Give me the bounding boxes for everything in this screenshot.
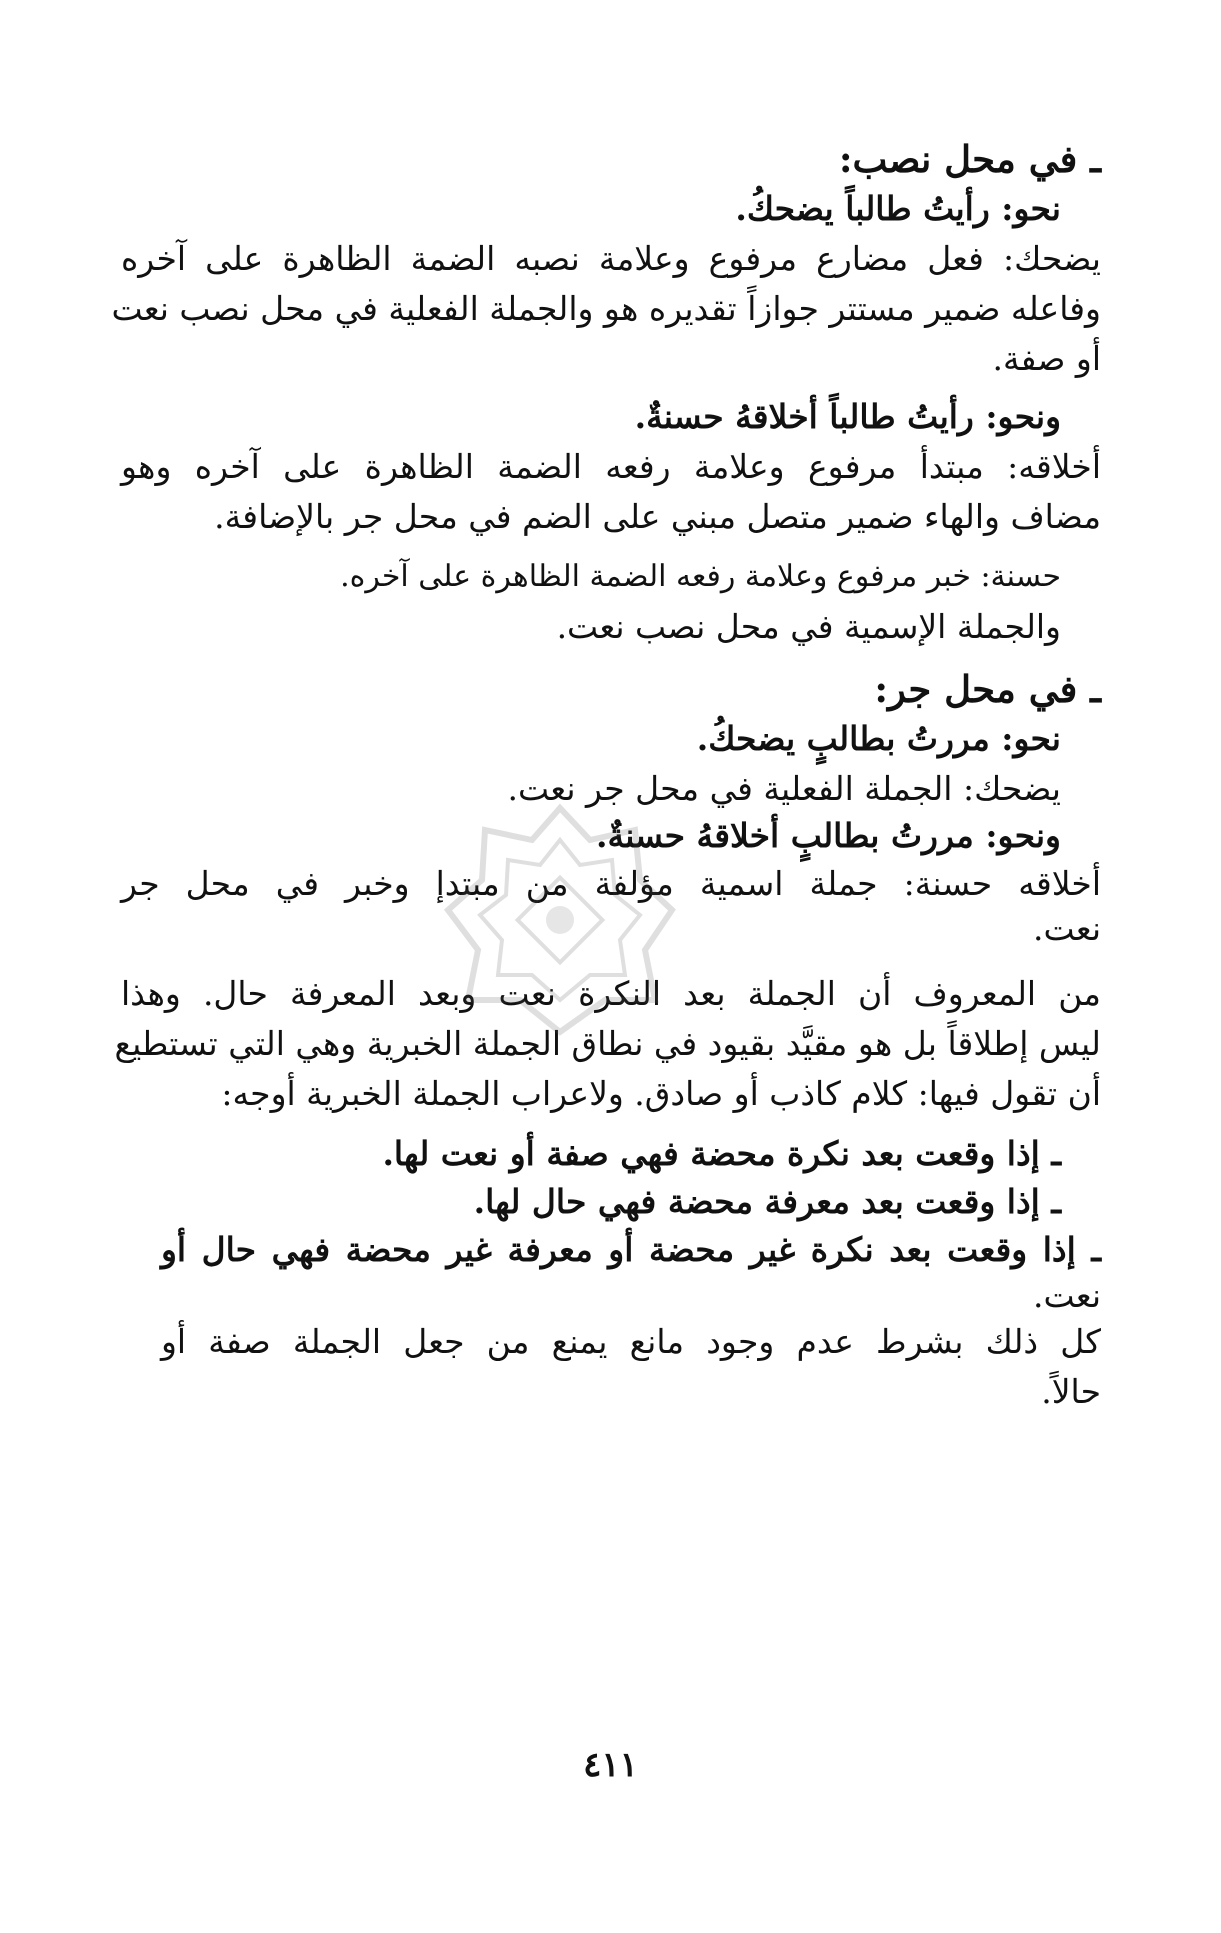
text-line: يضحك: الجملة الفعلية في محل جر نعت. bbox=[507, 769, 1061, 808]
text-line: من المعروف أن الجملة بعد النكرة نعت وبعد المعرفة حال. وهذا bbox=[121, 974, 1101, 1013]
text-line: حالاً. bbox=[1041, 1372, 1101, 1411]
page-number: ٤١١ bbox=[583, 1745, 638, 1785]
text-line: أخلاقه: مبتدأ مرفوع وعلامة رفعه الضمة الظاهرة على آخره وهو bbox=[121, 447, 1101, 486]
text-line: أن تقول فيها: كلام كاذب أو صادق. ولاعراب الجملة الخبرية أوجه: bbox=[221, 1074, 1101, 1113]
example-line: ونحو: مررتُ بطالبٍ أخلاقهُ حسنةٌ. bbox=[596, 816, 1061, 855]
example-line: نحو: مررتُ بطالبٍ يضحكُ. bbox=[696, 719, 1061, 758]
text-line: حسنة: خبر مرفوع وعلامة رفعه الضمة الظاهرة على آخره. bbox=[340, 559, 1061, 594]
text-line: أخلاقه حسنة: جملة اسمية مؤلفة من مبتدإ وخبر في محل جر bbox=[121, 864, 1101, 903]
text-line: والجملة الإسمية في محل نصب نعت. bbox=[556, 607, 1061, 646]
example-line: ونحو: رأيتُ طالباً أخلاقهُ حسنةٌ. bbox=[634, 397, 1061, 436]
text-line: نعت. bbox=[1033, 909, 1101, 948]
list-item: ـ إذا وقعت بعد معرفة محضة فهي حال لها. bbox=[473, 1182, 1061, 1221]
example-line: نحو: رأيتُ طالباً يضحكُ. bbox=[735, 189, 1061, 228]
list-item: ـ إذا وقعت بعد نكرة غير محضة أو معرفة غير محضة فهي حال أو bbox=[161, 1230, 1101, 1269]
list-item: ـ إذا وقعت بعد نكرة محضة فهي صفة أو نعت لها. bbox=[382, 1134, 1061, 1173]
text-line: ليس إطلاقاً بل هو مقيَّد بقيود في نطاق الجملة الخبرية وهي التي تستطيع bbox=[114, 1024, 1101, 1063]
text-line: وفاعله ضمير مستتر جوازاً تقديره هو والجملة الفعلية في محل نصب نعت bbox=[111, 289, 1101, 328]
text-line: يضحك: فعل مضارع مرفوع وعلامة نصبه الضمة الظاهرة على آخره bbox=[121, 239, 1101, 278]
section-heading-nasb: ـ في محل نصب: bbox=[838, 137, 1101, 181]
text-line: نعت. bbox=[1033, 1276, 1101, 1315]
section-heading-jarr: ـ في محل جر: bbox=[874, 667, 1101, 711]
text-line: أو صفة. bbox=[992, 339, 1101, 378]
text-line: كل ذلك بشرط عدم وجود مانع يمنع من جعل الجملة صفة أو bbox=[161, 1322, 1101, 1361]
text-line: مضاف والهاء ضمير متصل مبني على الضم في محل جر بالإضافة. bbox=[214, 497, 1101, 536]
